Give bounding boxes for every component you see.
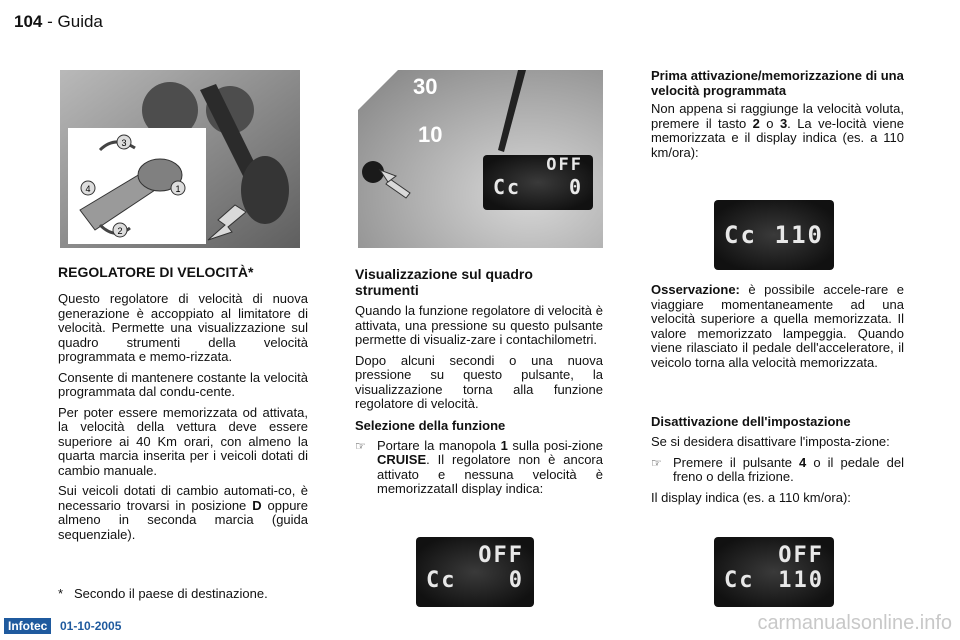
gauge-tick-30: 30 [413,74,438,99]
right-column-bottom [651,414,904,511]
middle-column [355,266,603,503]
display-off: OFF [546,155,583,175]
display-mode: Cc [493,175,522,199]
display-memorized-110 [714,200,834,270]
right-column-top [651,68,904,166]
right-paragraph-3: Il display indica (es. a 110 km/ora): [651,489,851,505]
right-paragraph-1: Non appena si raggiunge la velocità voluta, premere il tasto 2 o 3. La ve-locità viene memorizzata e il display indica (es. a 110 km/ora): [651,101,904,160]
footnote: * Secondo il paese di destinazione. [58,586,268,601]
header-separator: - [47,12,53,31]
display-speed: 110 [778,568,824,593]
pointing-hand-icon: ☞ [355,438,366,453]
display-mode: Cc [426,568,457,593]
mid-paragraph-2: Dopo alcuni secondi o una nuova pressione su questo pulsante, la visualizzazione torna alla funzione regolatore di velocità. [355,352,603,411]
display-mode: Cc [724,221,757,249]
header-title: Guida [57,12,103,31]
display-speed: 0 [508,568,524,593]
right-bullet: ☞ Premere il pulsante 4 o il pedale del freno o della frizione. [651,454,904,484]
left-paragraph-2: Consente di mantenere costante la velocità programmata dal condu-cente. [58,369,308,399]
section-title-regolatore: REGOLATORE DI VELOCITÀ* [58,264,254,280]
display-speed: 0 [568,175,583,199]
callout-4: 4 [85,184,91,194]
callout-2: 2 [117,226,123,236]
prima-attivazione-heading: Prima attivazione/memorizzazione di una velocità programmata [651,68,904,98]
display-speed: 110 [774,221,824,249]
osservazione-paragraph: Osservazione: è possibile accele-rare e viaggiare momentaneamente ad una velocità superiore a quella memorizzata. Il valore memorizzato lampeggia. Quando viene rilasciato il pedale dell'acceleratore, il veicolo torna alla velocità memorizzata. [651,282,904,370]
display-off: OFF [478,543,524,568]
mid-paragraph-1: Quando la funzione regolatore di velocità è attivata, una pressione su questo pulsante permette di visualiz-zare i contachilometri. [355,303,603,347]
callout-3: 3 [121,138,127,148]
pointing-hand-icon: ☞ [651,455,662,470]
left-paragraph-1: Questo regolatore di velocità di nuova generazione è accoppiato al limitatore di velocità. Permette una visualizzazione sul quadro strumenti della velocità programmata e memo-rizzata. [58,291,308,364]
gauge-display [483,155,593,210]
watermark: carmanualsonline.info [757,612,952,634]
selezione-heading: Selezione della funzione [355,417,506,433]
left-column [58,264,308,548]
section-title-visualizzazione: Visualizzazione sul quadro strumenti [355,266,533,298]
display-off: OFF [778,543,824,568]
instrument-gauge-illustration [358,70,603,248]
infotec-logo: Infotec [4,618,51,634]
callout-1: 1 [175,184,181,194]
page-number: 104 [14,12,43,31]
display-off-110 [714,537,834,607]
display-mode: Cc [724,568,755,593]
footer-date: 01-10-2005 [60,619,122,633]
display-off-zero [416,537,534,607]
left-paragraph-3: Per poter essere memorizzata od attivata, la velocità della vettura deve essere superiore ai 40 Km orari, con almeno la quarta marcia inserita per i veicoli dotati di cambio manuale. [58,404,308,478]
left-paragraph-4: Sui veicoli dotati di cambio automati-co, è necessario trovarsi in posizione D oppure almeno in seconda marcia (guida sequenziale). [58,483,308,542]
disattivazione-heading: Disattivazione dell'impostazione [651,414,851,429]
right-column-mid [651,283,904,376]
cruise-stalk-illustration [60,70,300,248]
gauge-tick-10: 10 [418,122,443,147]
mid-bullet: ☞ Portare la manopola 1 sulla posi-zione CRUISE. Il regolatore non è ancora attivato e nessuna velocità è memorizzataIl display indica: [355,437,604,496]
right-paragraph-2: Se si desidera disattivare l'imposta-zione: [651,434,890,449]
page-header [14,12,103,32]
